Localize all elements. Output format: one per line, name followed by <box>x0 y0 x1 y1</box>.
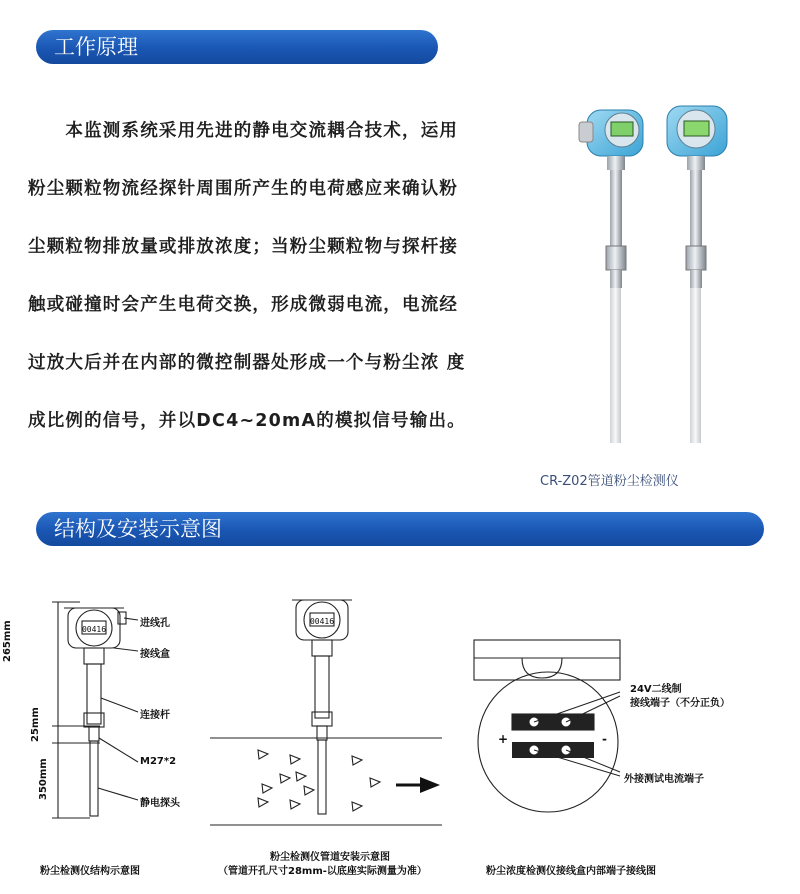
installation-diagram <box>210 588 450 838</box>
label-thread: M27*2 <box>140 756 177 767</box>
right-detector <box>667 106 727 443</box>
label-junction-box: 接线盒 <box>140 649 170 660</box>
label-power-terminal-line1: 24V二线制 <box>630 684 682 695</box>
installation-caption-line1: 粉尘检测仪管道安装示意图 <box>270 852 390 863</box>
left-detector <box>579 110 643 443</box>
section-title-structure-installation <box>36 512 764 546</box>
paragraph-line: 粉尘颗粒物流经探针周围所产生的电荷感应来确认粉 <box>28 179 459 199</box>
dim-mid-label: 25mm <box>30 707 41 742</box>
minus-sign: - <box>602 732 607 746</box>
product-photo <box>575 96 745 446</box>
paragraph-line: 尘颗粒物排放量或排放浓度；当粉尘颗粒物与探杆接 <box>28 237 459 257</box>
section-title-text: 结构及安装示意图 <box>54 517 222 541</box>
wiring-diagram <box>470 630 790 850</box>
product-caption: CR-Z02管道粉尘检测仪 <box>540 474 679 489</box>
wiring-caption: 粉尘浓度检测仪接线盒内部端子接线图 <box>486 866 656 877</box>
structure-caption: 粉尘检测仪结构示意图 <box>40 866 140 877</box>
principle-paragraph <box>28 102 548 450</box>
plus-sign: + <box>498 732 509 746</box>
label-power-terminal-line2: 接线端子（不分正负） <box>630 698 730 709</box>
label-connecting-rod: 连接杆 <box>140 710 170 721</box>
structure-display-text: 00416 <box>81 625 107 634</box>
paragraph-line: 触或碰撞时会产生电荷交换，形成微弱电流，电流经 <box>28 295 459 315</box>
label-probe: 静电探头 <box>140 798 180 809</box>
paragraph-line: 成比例的信号，并以DC4~20mA的模拟信号输出。 <box>28 411 466 431</box>
label-cable-inlet: 进线孔 <box>140 618 170 629</box>
paragraph-line: 本监测系统采用先进的静电交流耦合技术，运用 <box>28 121 459 141</box>
dim-top-label: 265mm <box>2 620 13 662</box>
installation-caption-line2: （管道开孔尺寸28mm-以底座实际测量为准） <box>218 866 427 877</box>
paragraph-line: 过放大后并在内部的微控制器处形成一个与粉尘浓 度 <box>28 353 466 373</box>
label-test-terminal: 外接测试电流端子 <box>624 774 704 785</box>
section-title-text: 工作原理 <box>54 35 138 59</box>
section-title-working-principle <box>36 30 438 64</box>
installation-display-text: 00416 <box>309 617 335 626</box>
dim-bottom-label: 350mm <box>38 758 49 800</box>
